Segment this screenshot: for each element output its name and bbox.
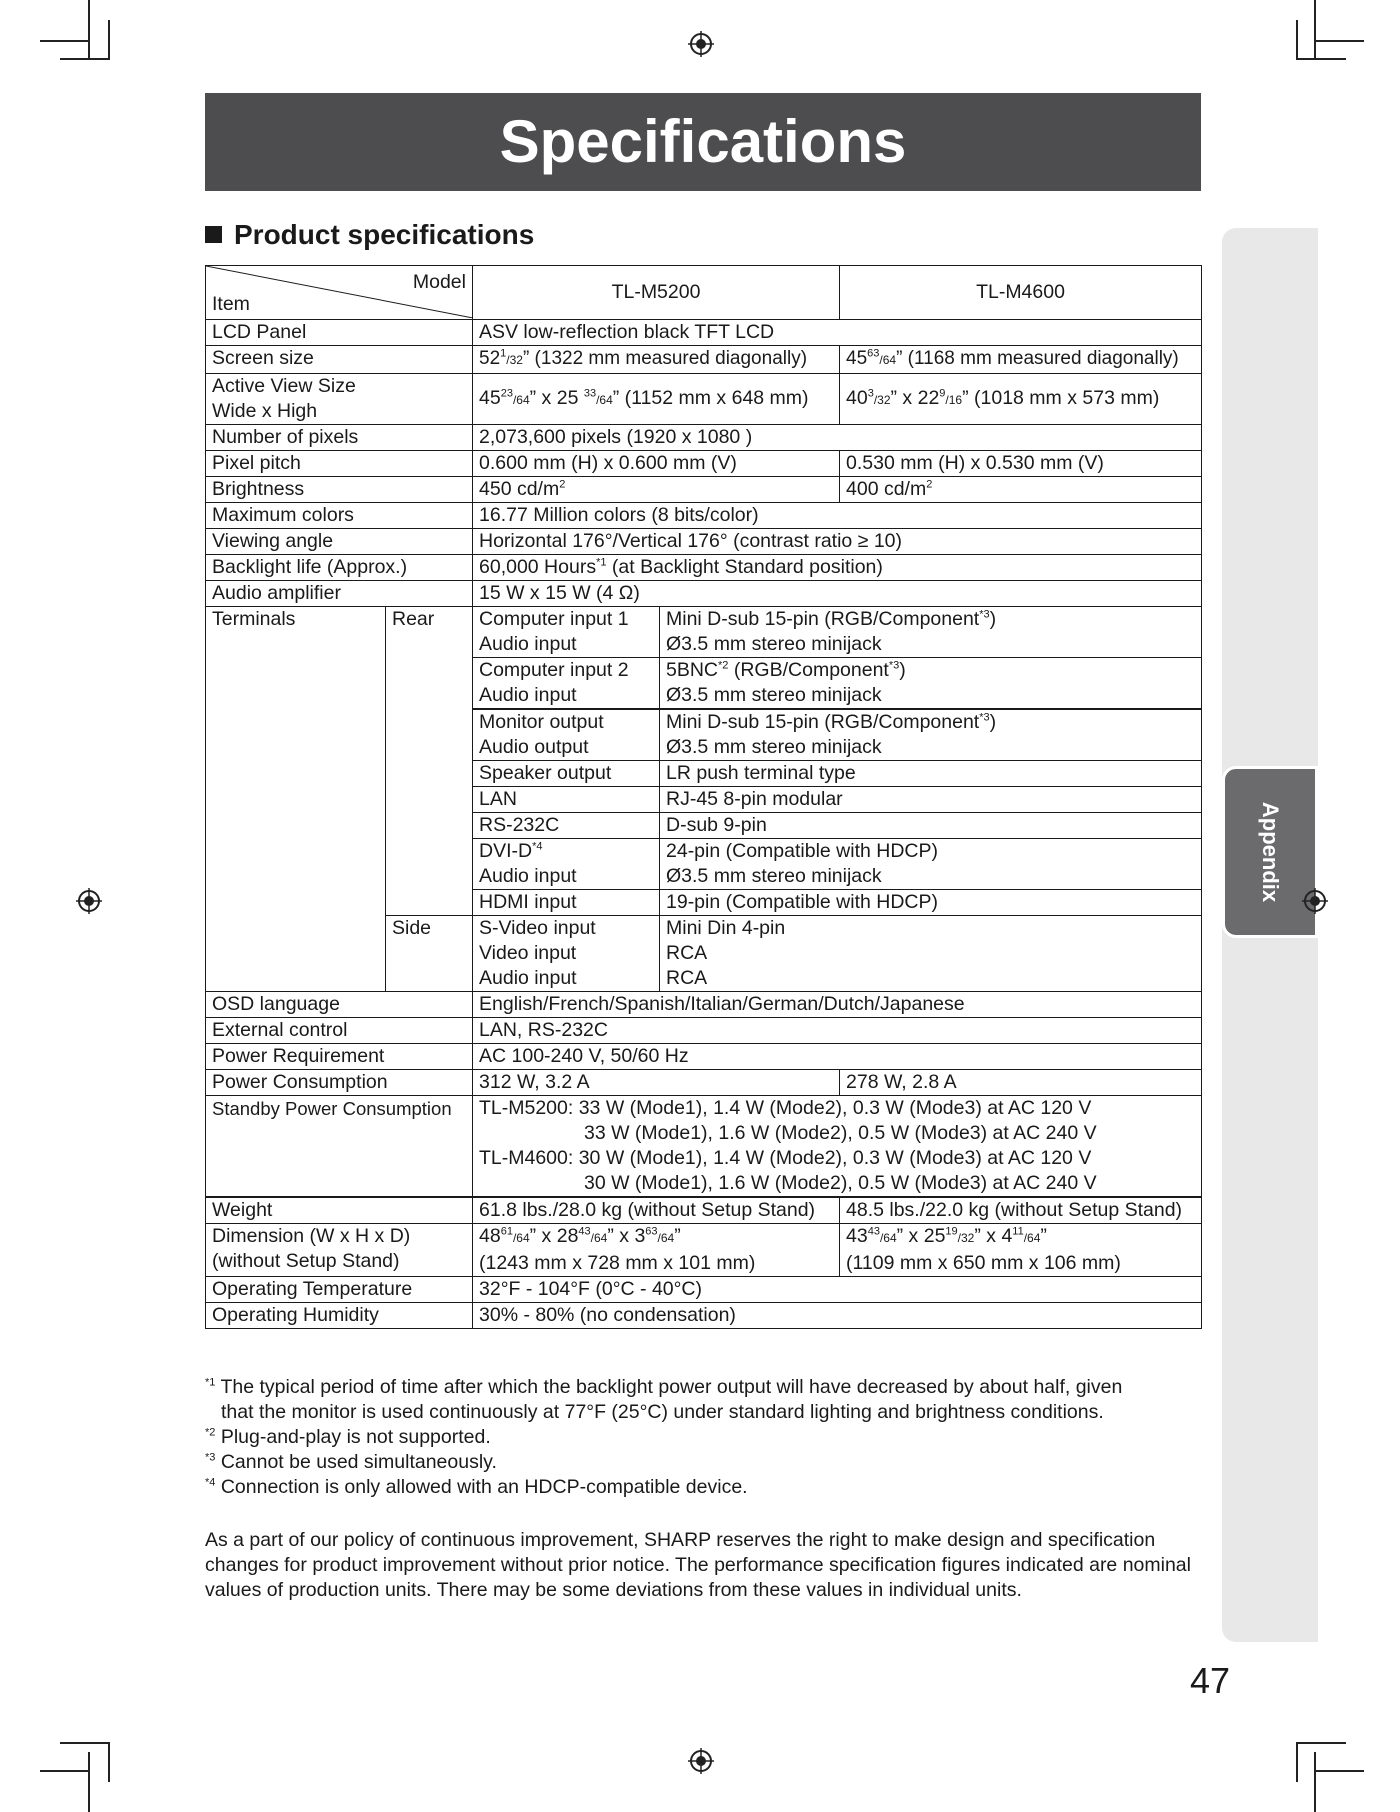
crop-mark (1314, 40, 1364, 42)
row-label: Operating Humidity (206, 1303, 473, 1329)
row-value: 312 W, 3.2 A (473, 1070, 840, 1096)
row-value: 16.77 Million colors (8 bits/color) (473, 503, 1202, 529)
row-label: Backlight life (Approx.) (206, 555, 473, 581)
crop-mark (1296, 20, 1298, 60)
row-label: Power Consumption (206, 1070, 473, 1096)
section-title-text: Product specifications (234, 219, 535, 250)
registration-mark-icon (688, 1748, 714, 1774)
row-value: $45^{23}/64$” x 25 $^{33}$/64” (1152 mm x 648 mm) (473, 374, 840, 425)
footnote: that the monitor is used continuously at 77°F (25°C) under standard lighting and brightness conditions. (221, 1401, 1104, 1423)
table-row (206, 1197, 1202, 1224)
row-value: $48^{61}/64$” x $28^{43}/64$” x $3^{63}/64$” (1243 mm x 728 mm x 101 mm) (473, 1224, 840, 1277)
row-value: 15 W x 15 W (4 Ω) (473, 581, 1202, 607)
crop-mark (1314, 1770, 1364, 1772)
row-label: Operating Temperature (206, 1277, 473, 1303)
corner-model-label: Model (412, 271, 466, 293)
terminal-name: LAN (473, 787, 660, 813)
terminal-value: LR push terminal type (660, 761, 1202, 787)
table-row (206, 1018, 1202, 1044)
row-value: 0.600 mm (H) x 0.600 mm (V) (473, 451, 840, 477)
crop-mark (40, 1770, 90, 1772)
footnote: $^{*1}$ The typical period of time after which the backlight power output will have decreased by about half, given (205, 1376, 1123, 1398)
crop-mark (108, 1742, 110, 1782)
terminal-value: 24-pin (Compatible with HDCP) Ø3.5 mm stereo minijack (660, 839, 1202, 890)
row-value: $40^3/32$” x $22^9/16$” (1018 mm x 573 mm) (840, 374, 1202, 425)
table-row (206, 581, 1202, 607)
row-label: Viewing angle (206, 529, 473, 555)
terminal-name: Speaker output (473, 761, 660, 787)
table-row (206, 1224, 1202, 1277)
row-label: Dimension (W x H x D) (without Setup Stand) (206, 1224, 473, 1277)
page-title: Specifications (205, 93, 1201, 191)
footnote: $^{*2}$ Plug-and-play is not supported. (205, 1426, 491, 1448)
terminal-name: HDMI input (473, 890, 660, 916)
terminal-group-side: Side (386, 916, 473, 992)
row-value: $45^{63}/64$” (1168 mm measured diagonally) (840, 346, 1202, 374)
table-row (206, 992, 1202, 1018)
row-label: Maximum colors (206, 503, 473, 529)
crop-mark (1314, 0, 1316, 60)
table-row (206, 607, 1202, 658)
table-row (206, 477, 1202, 503)
row-value: 278 W, 2.8 A (840, 1070, 1202, 1096)
terminal-name: Computer input 1 Audio input (473, 607, 660, 658)
row-value: English/French/Spanish/Italian/German/Dutch/Japanese (473, 992, 1202, 1018)
table-header-row (206, 266, 1202, 320)
table-row (206, 1070, 1202, 1096)
row-value: $52^1/32$” (1322 mm measured diagonally) (473, 346, 840, 374)
row-value: LAN, RS-232C (473, 1018, 1202, 1044)
table-row (206, 1303, 1202, 1329)
corner-cell (206, 266, 473, 320)
table-row (206, 529, 1202, 555)
terminal-value: RJ-45 8-pin modular (660, 787, 1202, 813)
terminal-value: D-sub 9-pin (660, 813, 1202, 839)
row-value: $43^{43}/64$” x $25^{19}/32$” x $4^{11}/64$” (1109 mm x 650 mm x 106 mm) (840, 1224, 1202, 1277)
row-label: Brightness (206, 477, 473, 503)
row-label: OSD language (206, 992, 473, 1018)
row-value: 450 $cd/m^2$ (473, 477, 840, 503)
table-row (206, 1044, 1202, 1070)
row-value: 32°F - 104°F (0°C - 40°C) (473, 1277, 1202, 1303)
terminal-value: Mini D-sub 15-pin (RGB/Component$^{*3}$) Ø3.5 mm stereo minijack (660, 709, 1202, 761)
table-row (206, 320, 1202, 346)
crop-mark (88, 1752, 90, 1812)
policy-paragraph: As a part of our policy of continuous improvement, SHARP reserves the right to make design and specification changes for product improvement without prior notice. The performance specification figures indicated are nominal values of production units. There may be some deviations from these values in individual units. (205, 1529, 1191, 1601)
table-row (206, 1096, 1202, 1198)
corner-item-label: Item (212, 293, 250, 315)
crop-mark (60, 58, 110, 60)
terminal-name: RS-232C (473, 813, 660, 839)
table-row (206, 374, 1202, 425)
crop-mark (60, 1742, 110, 1744)
crop-mark (1296, 1742, 1346, 1744)
terminal-value: 5BNC$^{*2}$ (RGB/Component$^{*3}$) Ø3.5 mm stereo minijack (660, 658, 1202, 710)
terminal-name: Monitor output Audio output (473, 709, 660, 761)
row-label: Power Requirement (206, 1044, 473, 1070)
terminal-value: 19-pin (Compatible with HDCP) (660, 890, 1202, 916)
terminal-name: S-Video input Video input Audio input (473, 916, 660, 992)
row-label: Terminals (206, 607, 386, 992)
terminal-name: DVI-$D^{*4}$ Audio input (473, 839, 660, 890)
table-row (206, 1277, 1202, 1303)
footnote: $^{*3}$ Cannot be used simultaneously. (205, 1451, 497, 1473)
row-value: 48.5 lbs./22.0 kg (without Setup Stand) (840, 1197, 1202, 1224)
footnote: $^{*4}$ Connection is only allowed with an HDCP-compatible device. (205, 1476, 748, 1498)
crop-mark (1314, 1752, 1316, 1812)
row-label: Active View Size Wide x High (206, 374, 473, 425)
row-label: Screen size (206, 346, 473, 374)
table-row (206, 503, 1202, 529)
model-header: TL-M4600 (840, 266, 1202, 320)
row-value: 30% - 80% (no condensation) (473, 1303, 1202, 1329)
table-row (206, 425, 1202, 451)
terminal-value: Mini D-sub 15-pin (RGB/Component$^{*3}$) Ø3.5 mm stereo minijack (660, 607, 1202, 658)
row-value: 61.8 lbs./28.0 kg (without Setup Stand) (473, 1197, 840, 1224)
row-label: Number of pixels (206, 425, 473, 451)
footnotes (205, 1375, 1215, 1500)
spec-table (205, 265, 1202, 1329)
registration-mark-icon (1302, 888, 1328, 914)
registration-mark-icon (76, 888, 102, 914)
crop-mark (40, 40, 90, 42)
row-label: External control (206, 1018, 473, 1044)
model-header: TL-M5200 (473, 266, 840, 320)
row-value: Horizontal 176°/Vertical 176° (contrast ratio ≥ 10) (473, 529, 1202, 555)
row-label: Pixel pitch (206, 451, 473, 477)
registration-mark-icon (688, 31, 714, 57)
table-row (206, 346, 1202, 374)
section-title (205, 219, 534, 251)
row-label: Audio amplifier (206, 581, 473, 607)
row-value: 0.530 mm (H) x 0.530 mm (V) (840, 451, 1202, 477)
crop-mark (108, 20, 110, 60)
terminal-name: Computer input 2 Audio input (473, 658, 660, 710)
row-label: LCD Panel (206, 320, 473, 346)
row-value: 60,000 Hours$^{*1}$ (at Backlight Standard position) (473, 555, 1202, 581)
table-row (206, 555, 1202, 581)
page-number: 47 (1190, 1660, 1231, 1701)
row-value: AC 100-240 V, 50/60 Hz (473, 1044, 1202, 1070)
appendix-tab-label: Appendix (1258, 801, 1283, 903)
terminal-value: Mini Din 4-pin RCA RCA (660, 916, 1202, 992)
row-value: ASV low-reflection black TFT LCD (473, 320, 1202, 346)
terminal-group-rear: Rear (386, 607, 473, 916)
row-label: Weight (206, 1197, 473, 1224)
row-value: 400 $cd/m^2$ (840, 477, 1202, 503)
row-value: 2,073,600 pixels (1920 x 1080 ) (473, 425, 1202, 451)
row-label: Standby Power Consumption (206, 1096, 473, 1198)
square-bullet-icon (205, 226, 222, 243)
crop-mark (88, 0, 90, 60)
table-row (206, 451, 1202, 477)
crop-mark (1296, 1742, 1298, 1782)
crop-mark (1296, 58, 1346, 60)
row-value: TL-M5200: 33 W (Mode1), 1.4 W (Mode2), 0.3 W (Mode3) at AC 120 V 33 W (Mode1), 1.6 W (Mode2), 0.5 W (Mode3) at AC 240 V TL-M4600: 30 W (Mode1), 1.4 W (Mode2), 0.3 W (Mode3) at AC 120 V 30 W (Mode1), 1.6 W (Mode2), 0.5 W (Mode3) at AC 240 V (473, 1096, 1202, 1198)
